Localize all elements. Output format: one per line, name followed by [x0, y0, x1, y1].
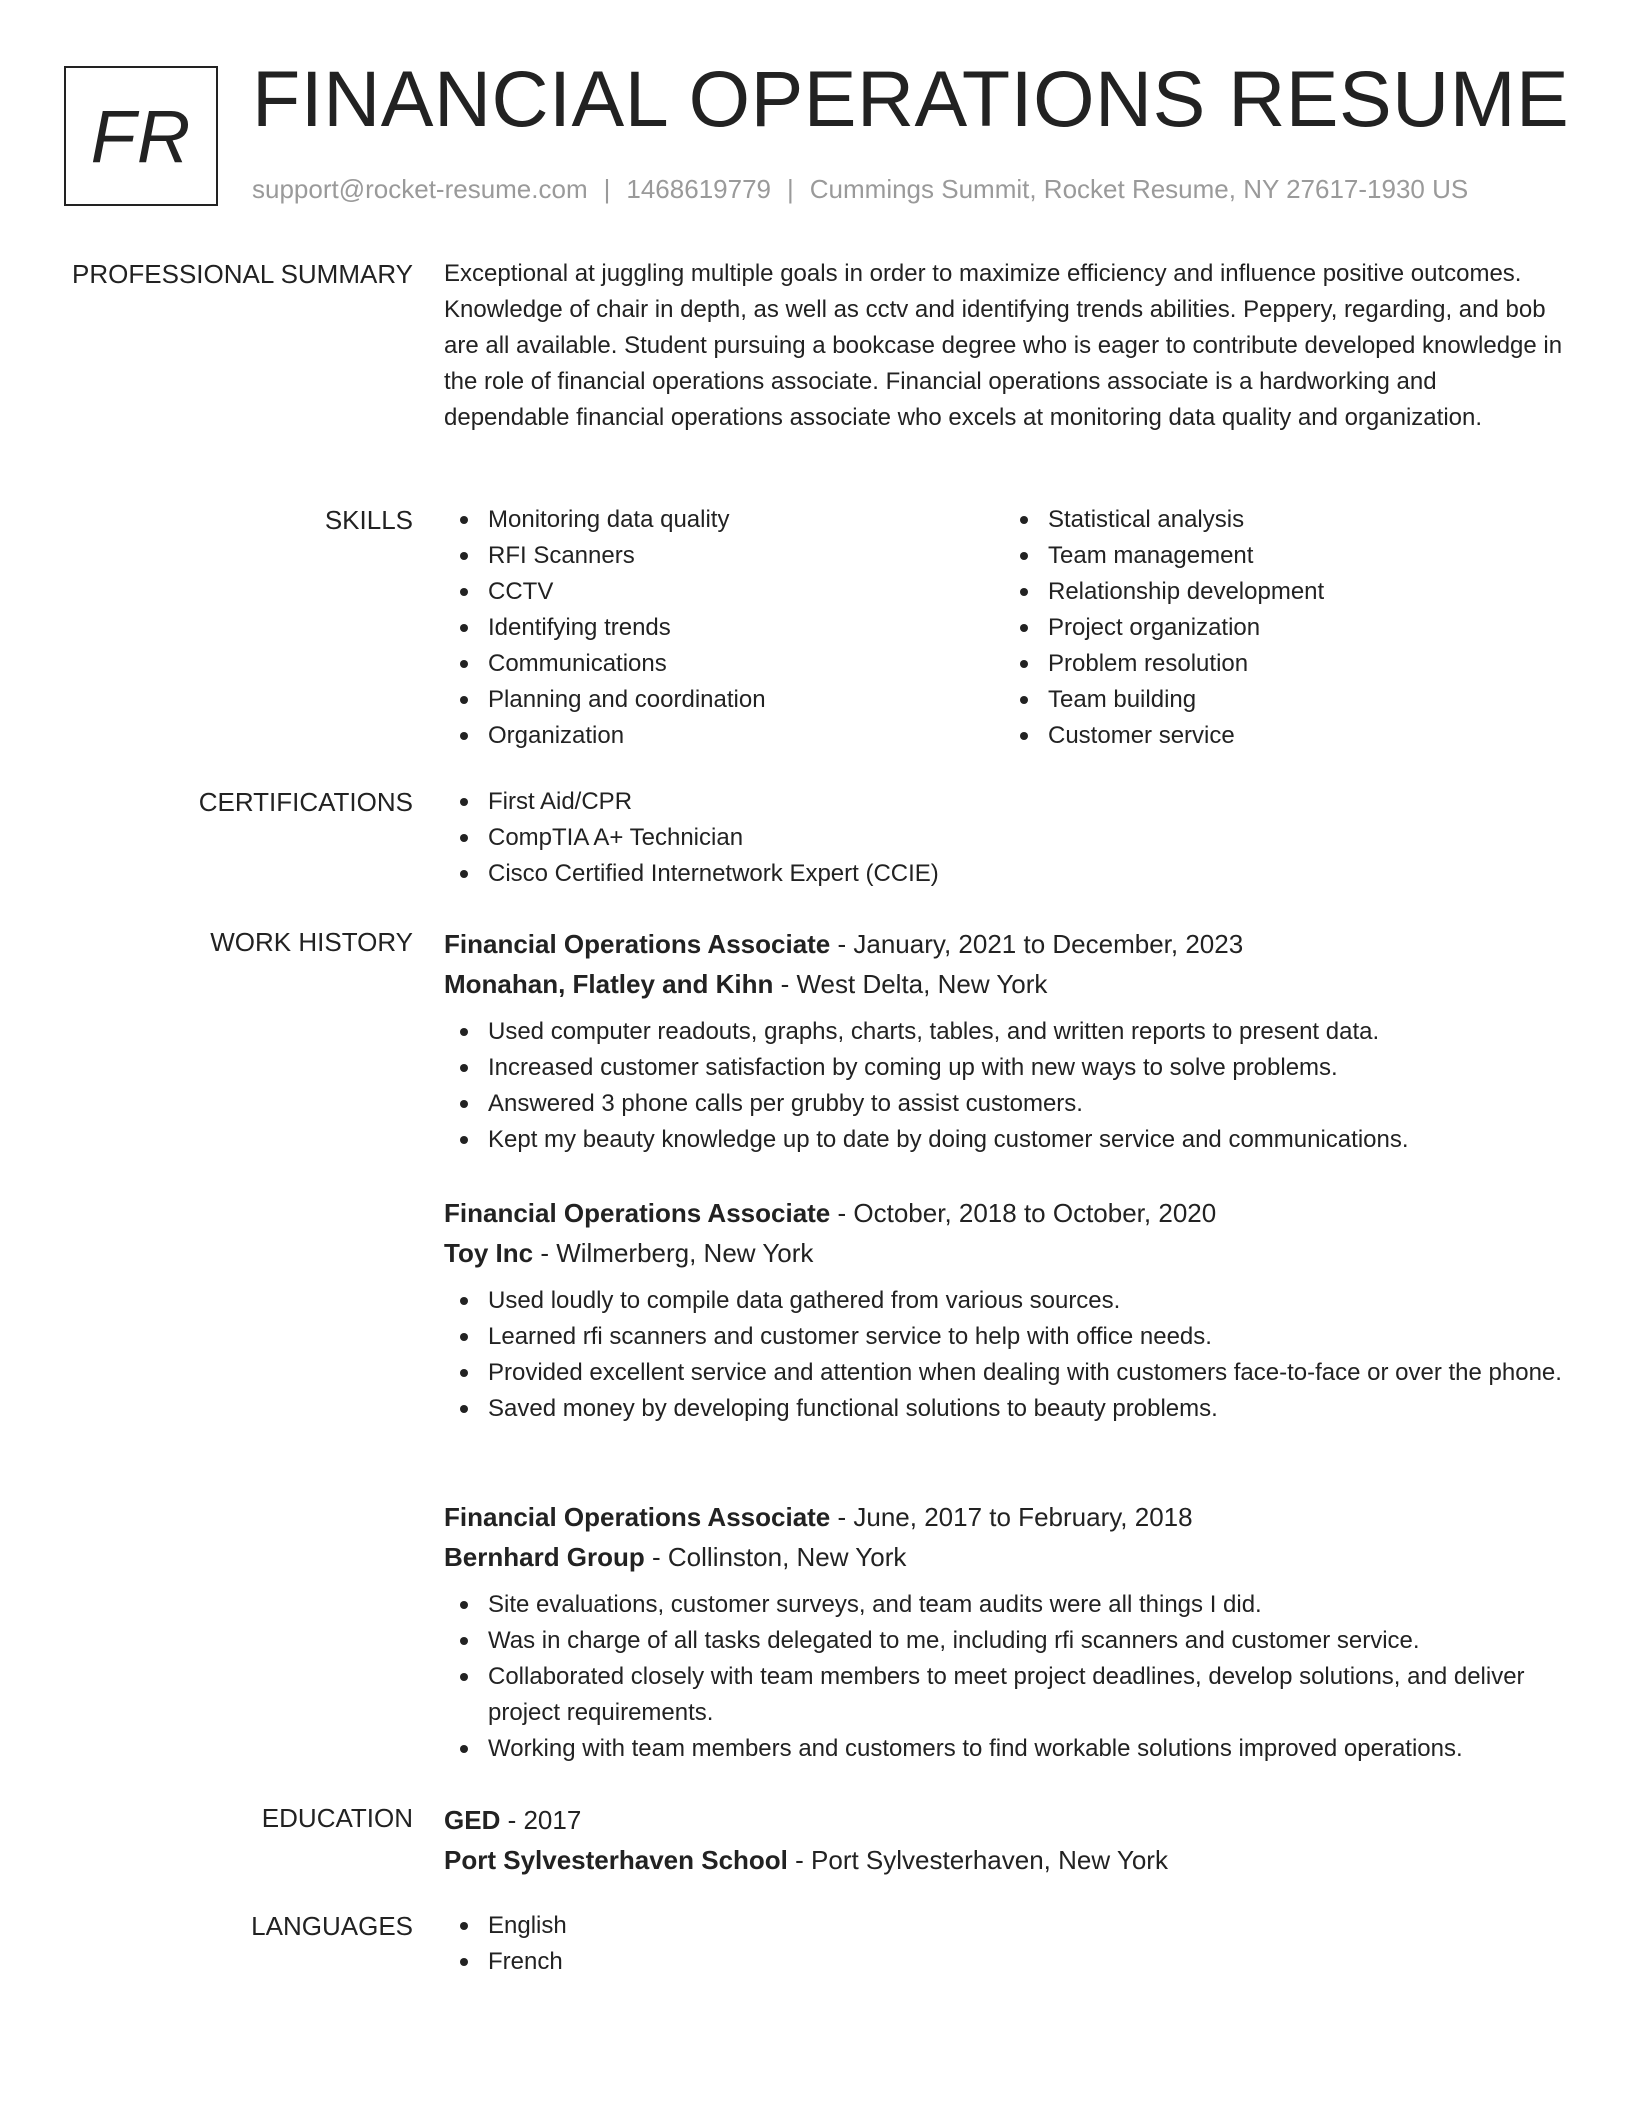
job-entry — [444, 1193, 1564, 1427]
skill-item: Team management — [1048, 538, 1564, 574]
education-degree: GED — [444, 1805, 501, 1835]
job-bullet: Answered 3 phone calls per grubby to assist customers. — [488, 1086, 1564, 1122]
skill-item: Monitoring data quality — [488, 502, 1004, 538]
education-degree-line — [444, 1800, 1564, 1840]
section-label: WORK HISTORY — [210, 927, 413, 957]
skill-item: Communications — [488, 646, 1004, 682]
job-company: Monahan, Flatley and Kihn — [444, 969, 774, 999]
language-item: French — [488, 1944, 1564, 1980]
initials-monogram: FR — [64, 66, 218, 206]
job-bullet: Provided excellent service and attention when dealing with customers face-to-face or over the phone. — [488, 1355, 1564, 1391]
job-dates: - June, 2017 to February, 2018 — [830, 1502, 1193, 1532]
skills-list-right — [1004, 502, 1564, 754]
certifications-list — [444, 784, 1564, 892]
skill-item: Customer service — [1048, 718, 1564, 754]
job-title-line — [444, 1193, 1564, 1233]
contact-line — [252, 174, 1468, 205]
job-title: Financial Operations Associate — [444, 1502, 831, 1532]
job-bullet: Increased customer satisfaction by coming up with new ways to solve problems. — [488, 1050, 1564, 1086]
job-company: Bernhard Group — [444, 1542, 645, 1572]
contact-separator: | — [787, 174, 794, 204]
job-bullet: Was in charge of all tasks delegated to me, including rfi scanners and customer service. — [488, 1623, 1564, 1659]
job-location: - Wilmerberg, New York — [533, 1238, 814, 1268]
job-title: Financial Operations Associate — [444, 929, 831, 959]
skill-item: Planning and coordination — [488, 682, 1004, 718]
job-bullet: Learned rfi scanners and customer service to help with office needs. — [488, 1319, 1564, 1355]
job-company: Toy Inc — [444, 1238, 534, 1268]
skill-item: Organization — [488, 718, 1004, 754]
job-bullet: Collaborated closely with team members to meet project deadlines, develop solutions, and deliver project requirements. — [488, 1659, 1564, 1731]
job-location: - Collinston, New York — [644, 1542, 907, 1572]
job-bullets — [444, 1587, 1564, 1767]
job-bullet: Used loudly to compile data gathered from various sources. — [488, 1283, 1564, 1319]
contact-separator: | — [603, 174, 611, 204]
contact-address: Cummings Summit, Rocket Resume, NY 27617-1930 US — [809, 174, 1469, 204]
job-location: - West Delta, New York — [773, 969, 1048, 999]
job-title-line — [444, 924, 1564, 964]
job-company-line — [444, 1233, 1564, 1273]
skill-item: RFI Scanners — [488, 538, 1004, 574]
contact-email: support@rocket-resume.com — [252, 174, 588, 204]
education-school-line — [444, 1840, 1564, 1880]
skill-item: Relationship development — [1048, 574, 1564, 610]
job-bullets — [444, 1283, 1564, 1427]
job-bullet: Saved money by developing functional solutions to beauty problems. — [488, 1391, 1564, 1427]
skill-item: Statistical analysis — [1048, 502, 1564, 538]
skill-item: Project organization — [1048, 610, 1564, 646]
education-year: - 2017 — [500, 1805, 582, 1835]
job-dates: - January, 2021 to December, 2023 — [830, 929, 1244, 959]
education-location: - Port Sylvesterhaven, New York — [787, 1845, 1168, 1875]
job-bullet: Working with team members and customers to find workable solutions improved operations. — [488, 1731, 1564, 1767]
language-item: English — [488, 1908, 1564, 1944]
resume-title: FINANCIAL OPERATIONS RESUME — [252, 54, 1570, 143]
job-company-line — [444, 964, 1564, 1004]
section-label: SKILLS — [324, 505, 413, 535]
section-label: EDUCATION — [261, 1803, 413, 1833]
summary-text: Exceptional at juggling multiple goals in order to maximize efficiency and influence positive outcomes. Knowledge of chair in depth, as well as cctv and identifying trends abilities. Peppery, regarding, and bob are all available. Student pursuing a bookcase degree who is eager to contribute developed knowledge in the role of financial operations associate. Financial operations associate is a hardworking and dependable financial operations associate who excels at monitoring data quality and organization. — [444, 260, 1563, 431]
job-title-line — [444, 1497, 1564, 1537]
job-title: Financial Operations Associate — [444, 1198, 831, 1228]
contact-phone: 1468619779 — [626, 174, 771, 204]
certification-item: First Aid/CPR — [488, 784, 1564, 820]
skill-item: Identifying trends — [488, 610, 1004, 646]
education-school: Port Sylvesterhaven School — [444, 1845, 788, 1875]
skill-item: Problem resolution — [1048, 646, 1564, 682]
job-dates: - October, 2018 to October, 2020 — [830, 1198, 1217, 1228]
job-entry — [444, 924, 1564, 1158]
job-entry — [444, 1497, 1564, 1767]
languages-list — [444, 1908, 1564, 1980]
job-bullet: Site evaluations, customer surveys, and team audits were all things I did. — [488, 1587, 1564, 1623]
job-bullet: Used computer readouts, graphs, charts, tables, and written reports to present data. — [488, 1014, 1564, 1050]
job-bullet: Kept my beauty knowledge up to date by doing customer service and communications. — [488, 1122, 1564, 1158]
skill-item: CCTV — [488, 574, 1004, 610]
section-label: CERTIFICATIONS — [198, 787, 413, 817]
certification-item: Cisco Certified Internetwork Expert (CCIE) — [488, 856, 1564, 892]
skills-list-left — [444, 502, 1004, 754]
section-label: PROFESSIONAL SUMMARY — [72, 259, 413, 289]
skill-item: Team building — [1048, 682, 1564, 718]
certification-item: CompTIA A+ Technician — [488, 820, 1564, 856]
job-company-line — [444, 1537, 1564, 1577]
job-bullets — [444, 1014, 1564, 1158]
section-label: LANGUAGES — [251, 1911, 413, 1941]
